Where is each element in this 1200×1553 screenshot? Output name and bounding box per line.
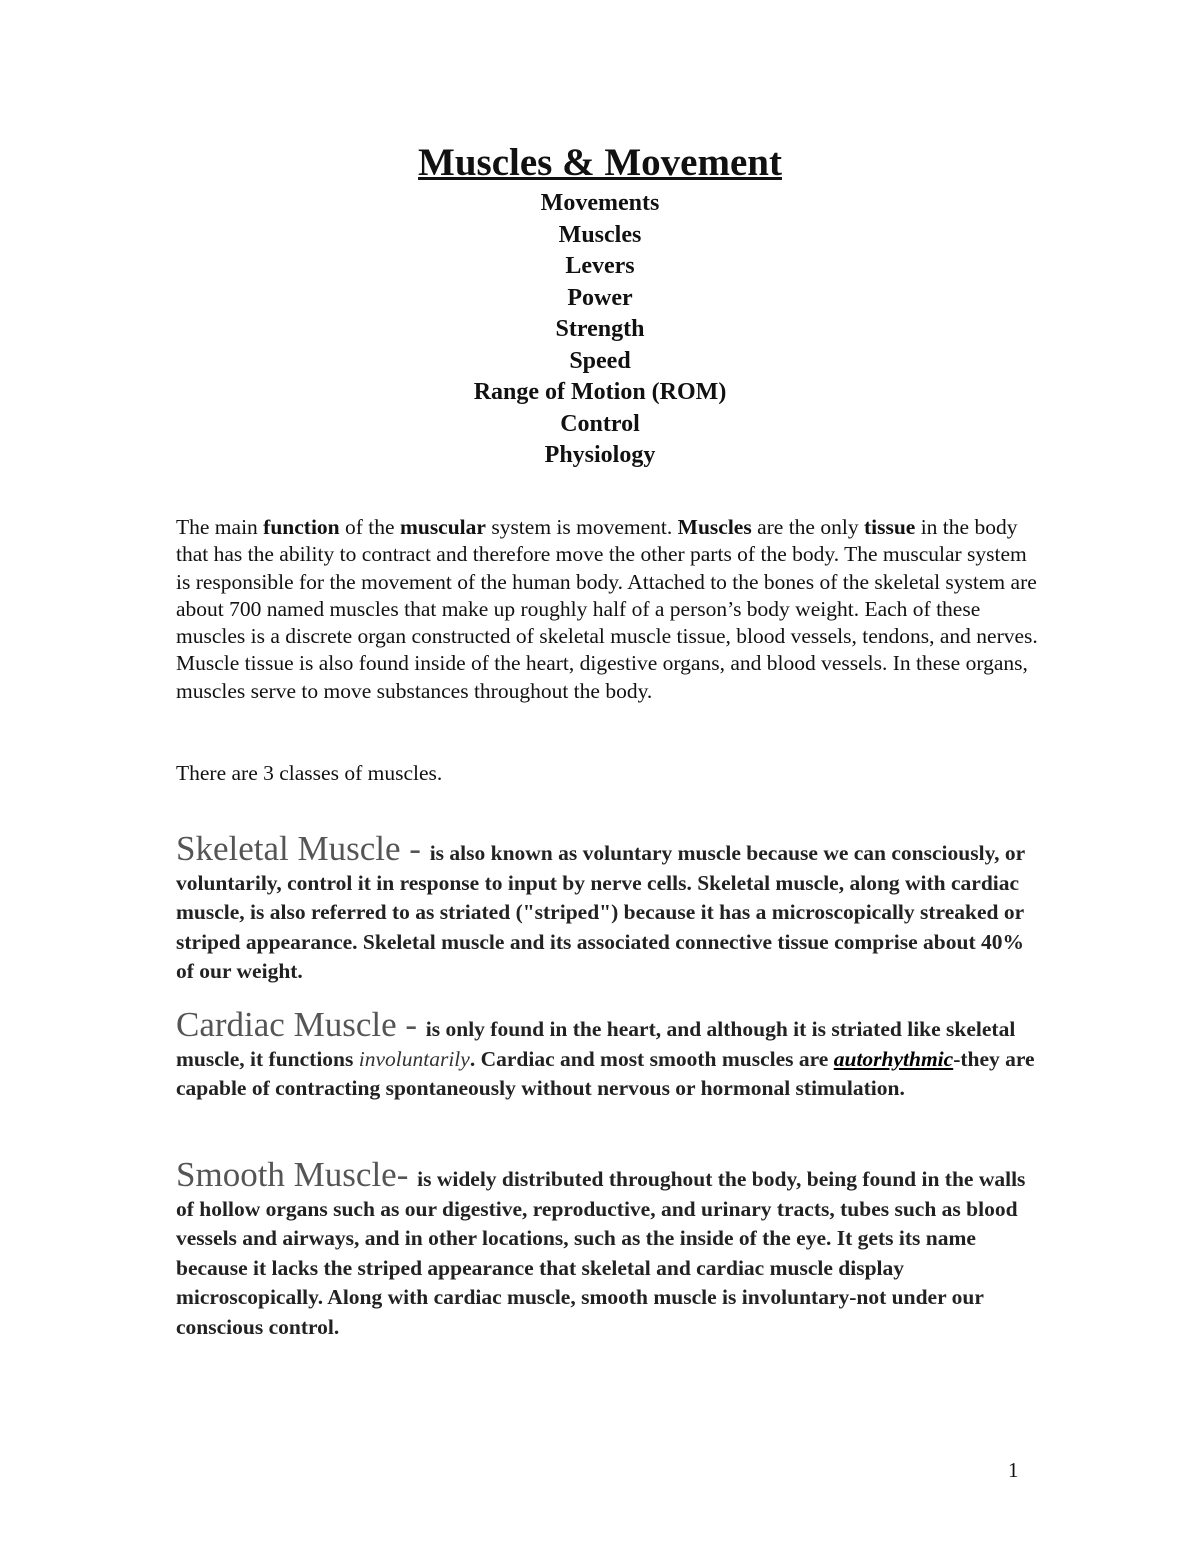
intro-bold-term: function xyxy=(263,515,340,539)
skeletal-muscle-heading: Skeletal Muscle - xyxy=(176,829,430,868)
smooth-muscle-heading: Smooth Muscle- xyxy=(176,1155,418,1194)
intro-text: in the body that has the ability to contract and therefore move the other parts of the body. The muscular system is responsible for the movement of the human body. Attached to the bones of the skeletal system are about 700 named muscles that make up roughly half of a person’s body weight. Each of these muscles is a discrete organ constructed of skeletal muscle tissue, blood vessels, tendons, and nerves. Muscle tissue is also found inside of the heart, digestive organs, and blood vessels. In these organs, muscles serve to move substances throughout the body. xyxy=(176,515,1038,703)
topic-item: Speed xyxy=(569,347,631,374)
intro-text: are the only xyxy=(751,515,864,539)
intro-bold-term: muscular xyxy=(399,515,486,539)
skeletal-text: is also known as xyxy=(429,841,583,865)
cardiac-muscle-paragraph xyxy=(176,1005,1046,1104)
topic-item: Strength xyxy=(555,316,645,342)
smooth-muscle-paragraph xyxy=(176,1155,1046,1343)
intro-bold-term: Muscles xyxy=(677,515,752,539)
skeletal-bold-term: voluntary muscle xyxy=(582,841,741,865)
cardiac-emphasis-term: autorhythmic xyxy=(833,1046,954,1071)
skeletal-text: ("striped") because it has a microscopically streaked or striped appearance. Skeletal muscle and its associated connective tissue comprise about 40% of our weight. xyxy=(176,900,1025,984)
cardiac-text: is only found in the heart, and although it is striated like skeletal muscle, it functions xyxy=(176,1017,1016,1071)
intro-text: The main xyxy=(176,515,264,539)
skeletal-bold-term: striated xyxy=(439,900,511,925)
intro-bold-term: tissue xyxy=(863,515,916,539)
cardiac-muscle-heading: Cardiac Muscle - xyxy=(176,1005,426,1044)
topic-item: Control xyxy=(560,410,640,437)
intro-paragraph xyxy=(176,514,1046,705)
smooth-text: is widely distributed throughout the body, being found in the walls of hollow organs such as our digestive, reproductive, and urinary tracts, tubes such as blood vessels and airways, and in other locations, such as the inside of the eye. It gets its name because it lacks the striped appearance that skeletal and cardiac muscle display microscopically. Along with cardiac muscle, smooth muscle is involuntary-not under our conscious control. xyxy=(176,1167,1026,1339)
page-title: Muscles & Movement xyxy=(418,141,782,184)
topic-item: Muscles xyxy=(558,221,642,248)
skeletal-muscle-paragraph xyxy=(176,829,1046,987)
skeletal-text: because we can consciously, or voluntarily, control it in response to input by nerve cells. Skeletal muscle, along with cardiac muscle, is also referred to as xyxy=(176,841,1025,925)
topic-item: Range of Motion (ROM) xyxy=(473,379,727,405)
intro-text: system is movement. xyxy=(485,515,678,539)
cardiac-text: -they are capable of contracting spontaneously without nervous or hormonal stimulation. xyxy=(176,1046,1035,1101)
topic-item: Levers xyxy=(565,253,635,279)
topic-list xyxy=(0,188,1200,472)
cardiac-text: . Cardiac and most smooth muscles are xyxy=(469,1046,834,1071)
intro-text: of the xyxy=(339,515,400,539)
page-number: 1 xyxy=(1008,1458,1019,1482)
cardiac-italic-term: involuntarily xyxy=(358,1046,470,1071)
topic-item: Power xyxy=(567,284,633,311)
classes-line: There are 3 classes of muscles. xyxy=(176,761,443,785)
topic-item: Physiology xyxy=(544,442,656,468)
topic-item: Movements xyxy=(540,190,660,216)
